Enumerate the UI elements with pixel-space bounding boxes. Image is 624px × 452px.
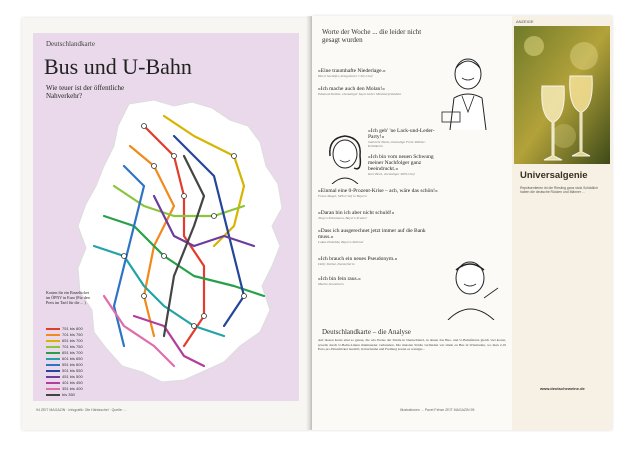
quote-item: »Ich mache auch den Molan!« Edmund Stoiber, ehemaliger bayerischer Ministerpräsident [318, 86, 402, 96]
ad-label: ANZEIGE [516, 19, 534, 24]
analysis-text: Auf diesen Karte sind so genau, die wie Preise der Städte in Deutschland, in denen das Bus- und U-Bahnfahren gleich viel kostet, jeweils durch U-Bahn-Linien miteinander verbunden. Die meisten Städte verbinden wir allein zu Bus in Wiesbaden, wo man 2,10 Euro pro Einzelticket bezahlt; in Karlsruhe und Freiburg kostet es weniger... [318, 338, 506, 352]
quotes-header: Worte der Woche ... die leider nicht gesagt wurden [322, 28, 422, 44]
map-kicker: Deutschlandkarte [46, 40, 95, 48]
legend-row: 551 bis 600 [46, 362, 92, 368]
caricature-illustration-3 [440, 254, 502, 320]
legend-row: 651 bis 700 [46, 338, 92, 344]
quote-item: »Einmal eine 0-Prozent-Krise – ach, wäre das schön!« Franz Maget, SPD-Chef in Bayern [318, 188, 438, 198]
legend-row: 601 bis 650 [46, 356, 92, 362]
caricature-illustration-1 [432, 52, 502, 130]
legend-row: 701 bis 750 [46, 344, 92, 350]
ad-title: Universalgenie [520, 170, 588, 181]
quote-item: »Ich bin fein raus.« Martin Sonneborn [318, 276, 361, 286]
legend-note: Kosten für ein Einzelticket im ÖPNV in Euro (Für den Preis im Tarif für die ... ) [46, 290, 90, 305]
legend-row: 701 bis 750 [46, 332, 92, 338]
quote-item: »Dass ich ausgerechnet jetzt immer auf die Bank muss.« Lukas Podolski, Bayern-Stürmer [318, 228, 426, 244]
legend-row: 351 bis 400 [46, 386, 92, 392]
caricature-illustration-2 [322, 132, 368, 184]
quote-item: »Ich geb' 'ne Lack-und-Leder-Party!« Gabriele Pauli, ehemalige Freie-Wähler-Politikerin [368, 128, 435, 148]
legend-row: 451 bis 500 [46, 374, 92, 380]
quote-item: »Ich bin vom neuen Schwung meiner Nachfolger ganz beeindruckt.« Kurt Beck, ehemaliger SPD-Chef [368, 154, 434, 176]
quote-item: »Eine traumhafte Niederlage.« Horst Seehofer, designierter CSU-Chef [318, 68, 386, 78]
ad-text: Repräsentieren ist die Riesling ganz stolz Schädlich haben die deutsche Rücken und Männer ... [520, 186, 598, 195]
legend-row: 501 bis 550 [46, 368, 92, 374]
analysis-title: Deutschlandkarte – die Analyse [322, 328, 411, 336]
legend-row: 651 bis 700 [46, 350, 92, 356]
legend-row: bis 350 [46, 392, 92, 398]
left-footer: 94 ZEIT MAGAZIN · Infografik: Ole Häntzschel · Quelle: ... [36, 408, 127, 412]
legend [46, 326, 92, 406]
quote-item: »Ich brauch ein neues Pseudonym.« Dolly Dollar, Darstellerin [318, 256, 398, 266]
map-subtitle: Wie teuer ist der öffentliche Nahverkehr? [46, 84, 125, 100]
legend-row: 401 bis 450 [46, 380, 92, 386]
map-title: Bus und U-Bahn [44, 54, 192, 79]
ad-url[interactable]: www.deutscheweine.de [540, 386, 585, 391]
right-footer: Illustrationen ... Pavel Fehse ZEIT MAGAZIN 95 [400, 408, 475, 412]
wine-glasses-photo [514, 26, 610, 164]
quote-item: »Daran bin ich aber nicht schuld!« Jürgen Klinsmann, Bayern-Trainer [318, 210, 395, 220]
legend-row: 751 bis 800 [46, 326, 92, 332]
